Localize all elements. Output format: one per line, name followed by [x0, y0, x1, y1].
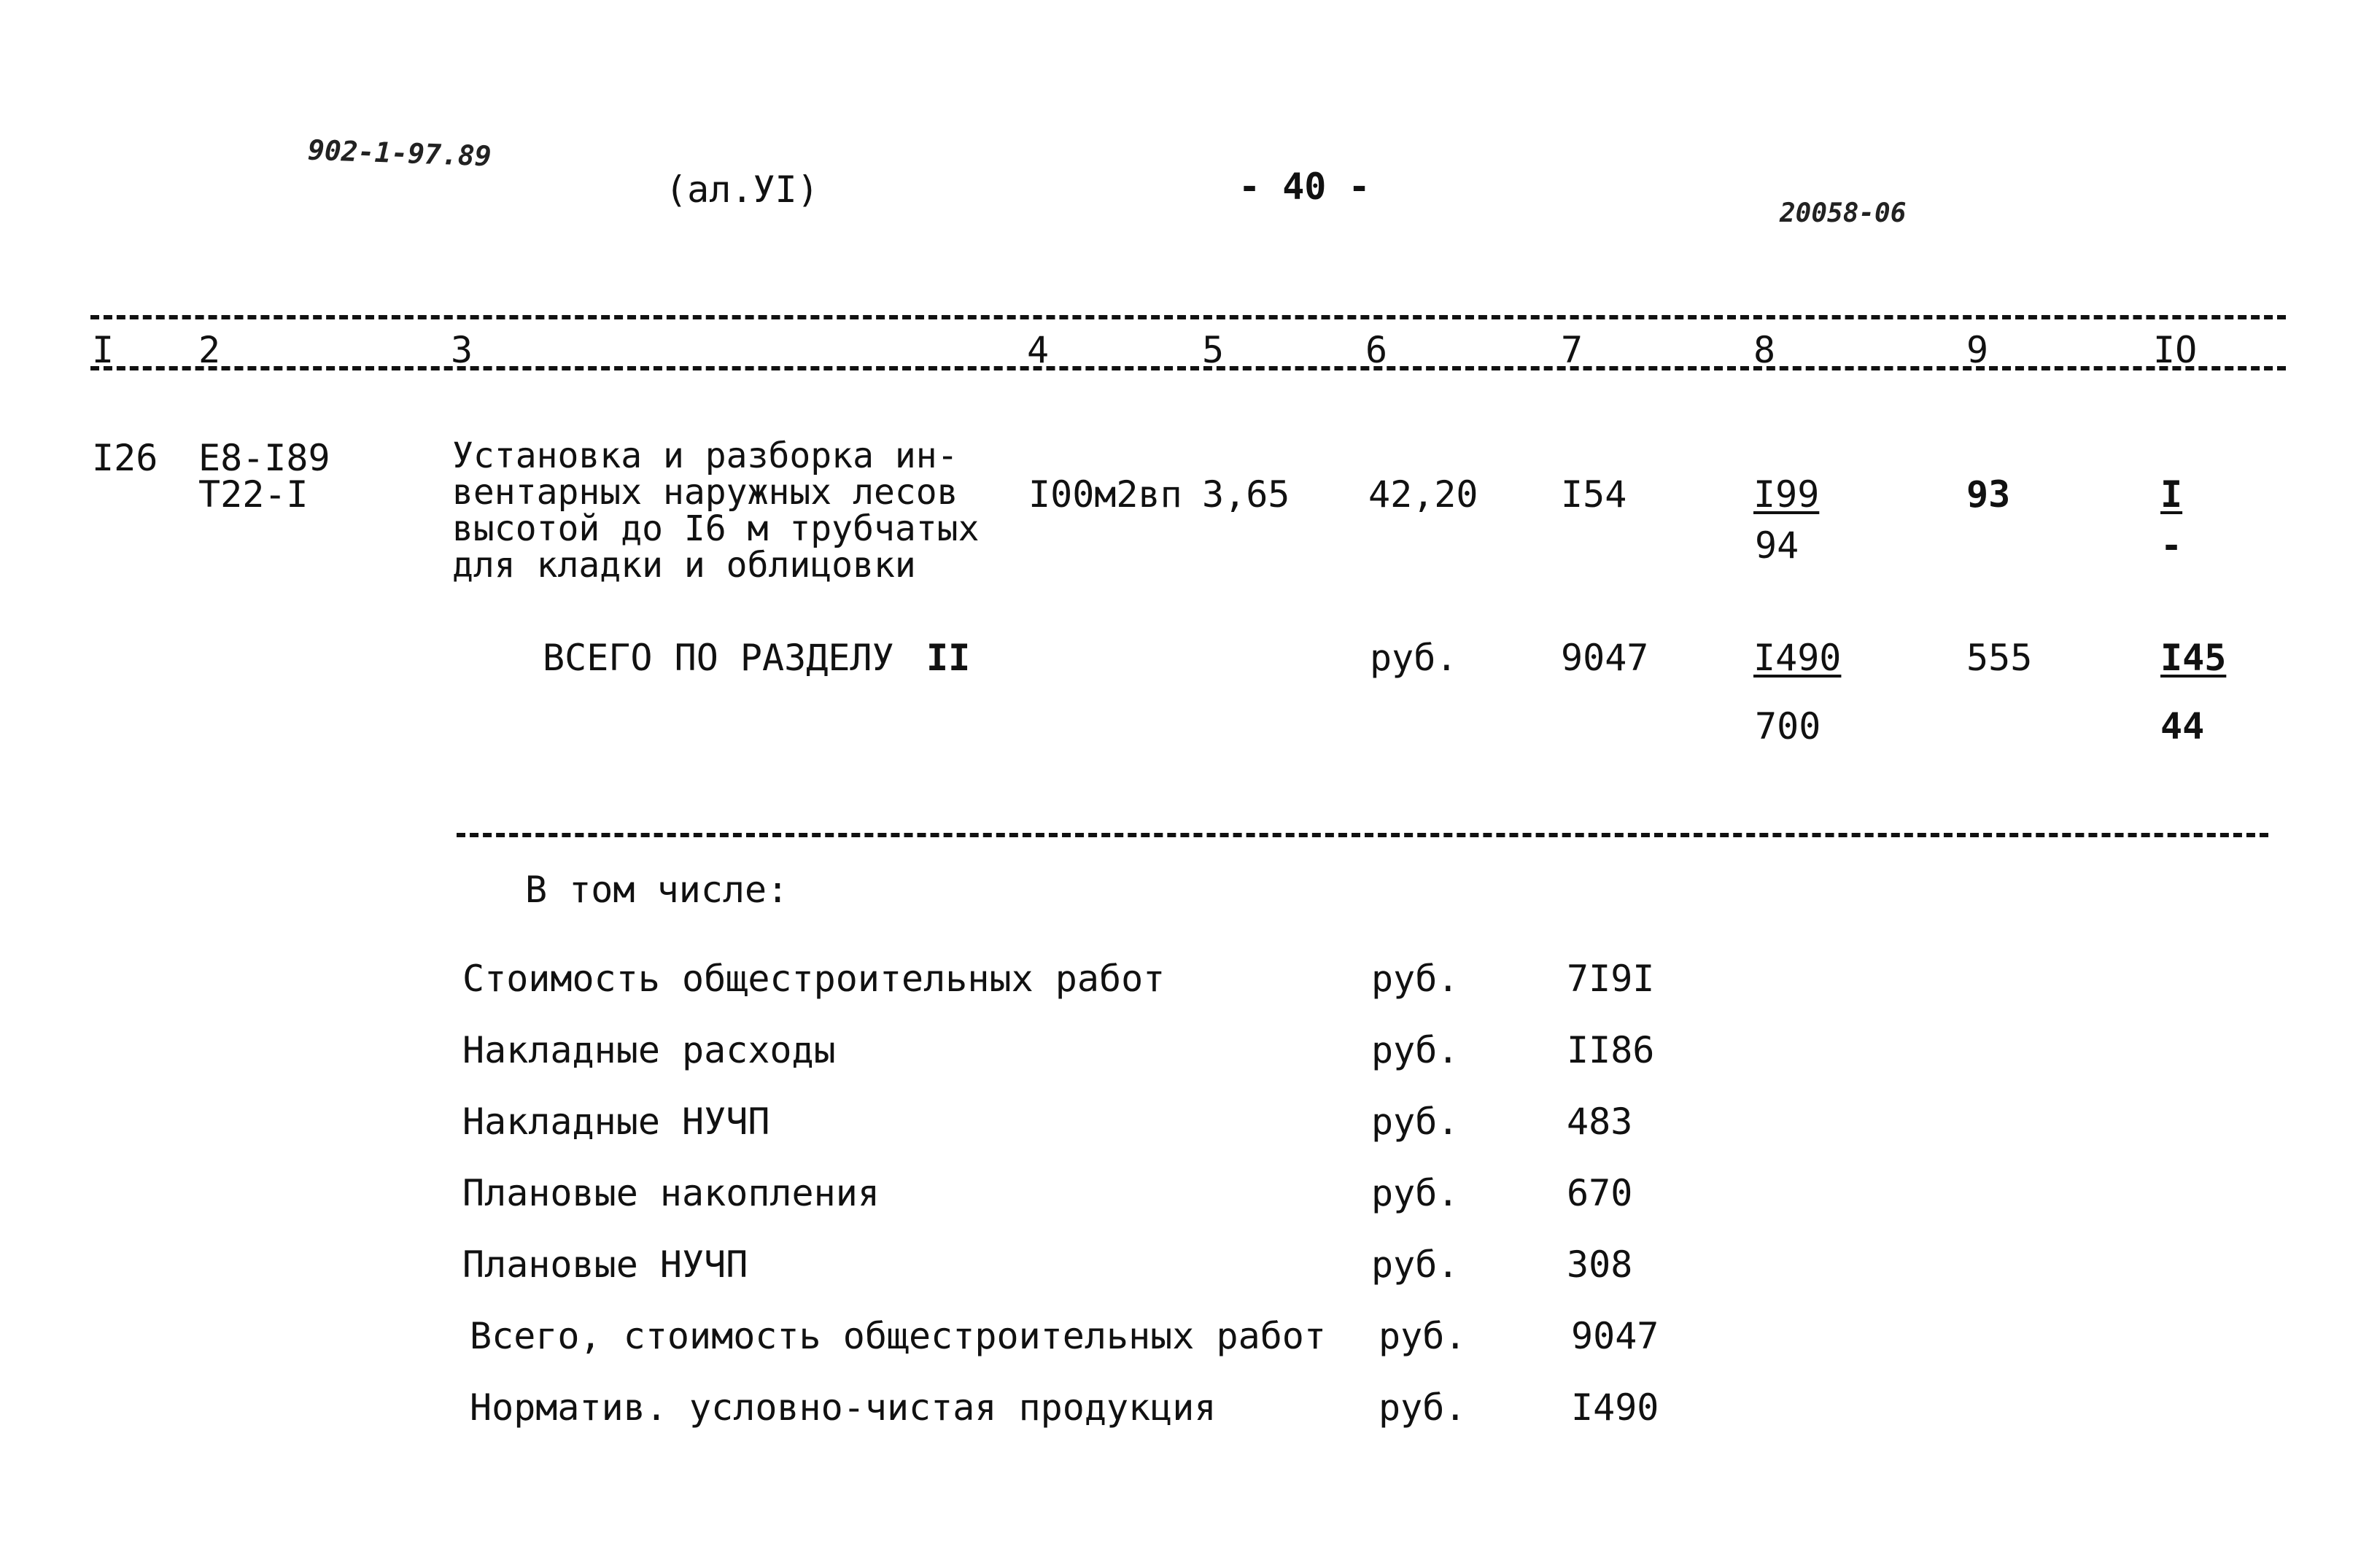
- breakdown-label: Плановые НУЧП: [462, 1243, 748, 1286]
- breakdown-unit: руб.: [1371, 1029, 1459, 1071]
- section-col10-subvalue: 44: [2160, 705, 2205, 748]
- total-cost: I54: [1561, 473, 1627, 516]
- breakdown-unit: руб.: [1371, 1101, 1459, 1143]
- breakdown-value: 483: [1567, 1101, 1633, 1143]
- breakdown-unit: руб.: [1371, 1243, 1459, 1286]
- breakdown-label: Накладные НУЧП: [462, 1101, 770, 1143]
- quantity: 3,65: [1202, 473, 1290, 516]
- breakdown-unit: руб.: [1371, 958, 1459, 1000]
- col10-subvalue: -: [2160, 524, 2183, 567]
- section-col8-subvalue: 700: [1755, 705, 1821, 748]
- column-number: 2: [198, 329, 221, 371]
- breakdown-unit: руб.: [1379, 1386, 1467, 1429]
- breakdown-label: Всего, стоимость общестроительных работ: [470, 1315, 1326, 1357]
- breakdown-label: Стоимость общестроительных работ: [462, 958, 1166, 1000]
- rate-code: Е8-I89: [198, 437, 330, 479]
- column-number: 9: [1966, 329, 1989, 371]
- column-number: 3: [451, 329, 473, 371]
- unit-of-measure: I00м2вп: [1028, 473, 1182, 516]
- rate-code-line2: Т22-I: [198, 473, 309, 516]
- column-number: IO: [2153, 329, 2198, 371]
- col10-value: I: [2160, 473, 2183, 516]
- section-number: II: [926, 637, 971, 679]
- work-description-line: Установка и разборка ин-: [452, 435, 958, 476]
- column-number: 5: [1202, 329, 1225, 371]
- work-description-line: высотой до I6 м трубчатых: [452, 508, 980, 549]
- breakdown-value: 670: [1567, 1172, 1633, 1214]
- breakdown-unit: руб.: [1379, 1315, 1467, 1357]
- breakdown-value: 308: [1567, 1243, 1633, 1286]
- top-rule: [90, 315, 2286, 319]
- col8-subvalue: 94: [1755, 524, 1799, 567]
- section-total-cost: 9047: [1561, 637, 1649, 679]
- column-number: 6: [1365, 329, 1388, 371]
- breakdown-label: Плановые накопления: [462, 1172, 880, 1214]
- unit-price: 42,20: [1368, 473, 1478, 516]
- breakdown-value: 7I9I: [1567, 958, 1655, 1000]
- work-description-line: для кладки и облицовки: [452, 545, 916, 586]
- breakdown-rule: [457, 833, 2268, 837]
- column-number: 4: [1027, 329, 1050, 371]
- row-number: I26: [92, 437, 158, 479]
- breakdown-value: II86: [1567, 1029, 1655, 1071]
- column-number: I: [92, 329, 115, 371]
- col9-value: 93: [1966, 473, 2011, 516]
- breakdown-unit: руб.: [1371, 1172, 1459, 1214]
- order-code: 20058-06: [1780, 198, 1907, 228]
- breakdown-label: Накладные расходы: [462, 1029, 836, 1071]
- section-col9-value: 555: [1966, 637, 2033, 679]
- col8-value: I99: [1753, 473, 1820, 516]
- page-number: - 40 -: [1238, 166, 1370, 208]
- section-total-label: ВСЕГО ПО РАЗДЕЛУ: [543, 637, 894, 679]
- currency-unit: руб.: [1370, 637, 1458, 679]
- breakdown-value: I490: [1571, 1386, 1659, 1429]
- document-code: 902-1-97.89: [307, 133, 492, 173]
- sheet-reference: (ал.УI): [665, 168, 819, 211]
- work-description-line: вентарных наружных лесов: [452, 472, 958, 513]
- column-number-rule: [90, 366, 2286, 370]
- column-number: 8: [1753, 329, 1776, 371]
- section-col8-value: I490: [1753, 637, 1842, 679]
- column-number: 7: [1561, 329, 1583, 371]
- section-col10-value: I45: [2160, 637, 2227, 679]
- breakdown-value: 9047: [1571, 1315, 1659, 1357]
- breakdown-heading: В том числе:: [525, 869, 789, 911]
- breakdown-label: Норматив. условно-чистая продукция: [470, 1386, 1217, 1429]
